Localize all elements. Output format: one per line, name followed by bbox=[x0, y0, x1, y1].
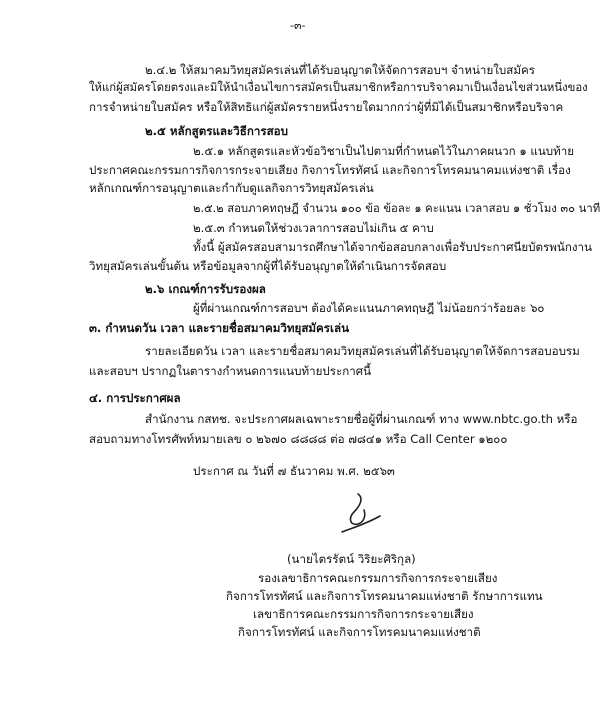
section-4-heading: ๔. การประกาศผล bbox=[89, 391, 181, 405]
paragraph-2-4-2-line-1: ๒.๔.๒ ให้สมาคมวิทยุสมัครเล่นที่ได้รับอนุญาตให้จัดการสอบฯ จำหน่ายใบสมัคร bbox=[145, 63, 535, 77]
paragraph-2-5-3: ๒.๕.๓ กำหนดให้ช่วงเวลาการสอบไม่เกิน ๕ คาบ bbox=[193, 221, 434, 235]
signatory-title-1: รองเลขาธิการคณะกรรมการกิจการกระจายเสียง bbox=[258, 571, 498, 585]
section-2-5-heading: ๒.๕ หลักสูตรและวิธีการสอบ bbox=[145, 124, 289, 138]
paragraph-2-5-1-line-3: หลักเกณฑ์การอนุญาตและกำกับดูแลกิจการวิทยุสมัครเล่น bbox=[89, 181, 374, 195]
section-3-heading: ๓. กำหนดวัน เวลา และรายชื่อสมาคมวิทยุสมัครเล่น bbox=[89, 321, 350, 335]
section-4-line-1: สำนักงาน กสทช. จะประกาศผลเฉพาะรายชื่อผู้ที่ผ่านเกณฑ์ ทาง www.nbtc.go.th หรือ bbox=[145, 412, 578, 426]
paragraph-2-5-1-line-2: ประกาศคณะกรรมการกิจการกระจายเสียง กิจการโทรทัศน์ และกิจการโทรคมนาคมแห่งชาติ เรื่อง bbox=[89, 163, 571, 177]
page-number: -๓- bbox=[290, 19, 306, 32]
section-2-6-heading: ๒.๖ เกณฑ์การรับรองผล bbox=[145, 282, 266, 296]
signatory-name: (นายไตรรัตน์ วิริยะศิริกุล) bbox=[287, 552, 416, 566]
section-4-line-2: สอบถามทางโทรศัพท์หมายเลข ๐ ๒๖๗๐ ๘๘๘๘ ต่อ ๗๘๔๑ หรือ Call Center ๑๒๐๐ bbox=[89, 432, 508, 446]
signature-image bbox=[330, 488, 390, 538]
section-2-6-body: ผู้ที่ผ่านเกณฑ์การสอบฯ ต้องได้คะแนนภาคทฤษฎี ไม่น้อยกว่าร้อยละ ๖๐ bbox=[193, 301, 545, 315]
section-3-line-1: รายละเอียดวัน เวลา และรายชื่อสมาคมวิทยุสมัครเล่นที่ได้รับอนุญาตให้จัดการสอบอบรม bbox=[145, 344, 580, 358]
note-line-2: วิทยุสมัครเล่นขั้นต้น หรือข้อมูลจากผู้ที่ได้รับอนุญาตให้ดำเนินการจัดสอบ bbox=[89, 259, 447, 273]
announcement-date: ประกาศ ณ วันที่ ๗ ธันวาคม พ.ศ. ๒๕๖๓ bbox=[193, 464, 395, 478]
paragraph-2-4-2-line-2: ให้แก่ผู้สมัครโดยตรงและมิให้นำเงื่อนไขการสมัครเป็นสมาชิกหรือการบริจาคมาเป็นเงื่อนไขส่วนหนึ่งของ bbox=[89, 81, 588, 94]
paragraph-2-5-2: ๒.๕.๒ สอบภาคทฤษฎี จำนวน ๑๐๐ ข้อ ข้อละ ๑ คะแนน เวลาสอบ ๑ ชั่วโมง ๓๐ นาที bbox=[193, 202, 601, 215]
paragraph-2-4-2-line-3: การจำหน่ายใบสมัคร หรือให้สิทธิแก่ผู้สมัครรายหนึ่งรายใดมากกว่าผู้ที่มิได้เป็นสมาชิกหรือบริจาค bbox=[89, 100, 564, 114]
note-line-1: ทั้งนี้ ผู้สมัครสอบสามารถศึกษาได้จากข้อสอบกลางเพื่อรับประกาศนียบัตรพนักงาน bbox=[193, 240, 592, 254]
signatory-title-3: เลขาธิการคณะกรรมการกิจการกระจายเสียง bbox=[253, 607, 474, 621]
paragraph-2-5-1-line-1: ๒.๕.๑ หลักสูตรและหัวข้อวิชาเป็นไปตามที่กำหนดไว้ในภาคผนวก ๑ แนบท้าย bbox=[193, 144, 575, 158]
section-3-line-2: และสอบฯ ปรากฏในตารางกำหนดการแนบท้ายประกาศนี้ bbox=[89, 364, 372, 378]
signatory-title-2: กิจการโทรทัศน์ และกิจการโทรคมนาคมแห่งชาติ รักษาการแทน bbox=[226, 589, 543, 603]
signatory-title-4: กิจการโทรทัศน์ และกิจการโทรคมนาคมแห่งชาติ bbox=[238, 625, 481, 639]
